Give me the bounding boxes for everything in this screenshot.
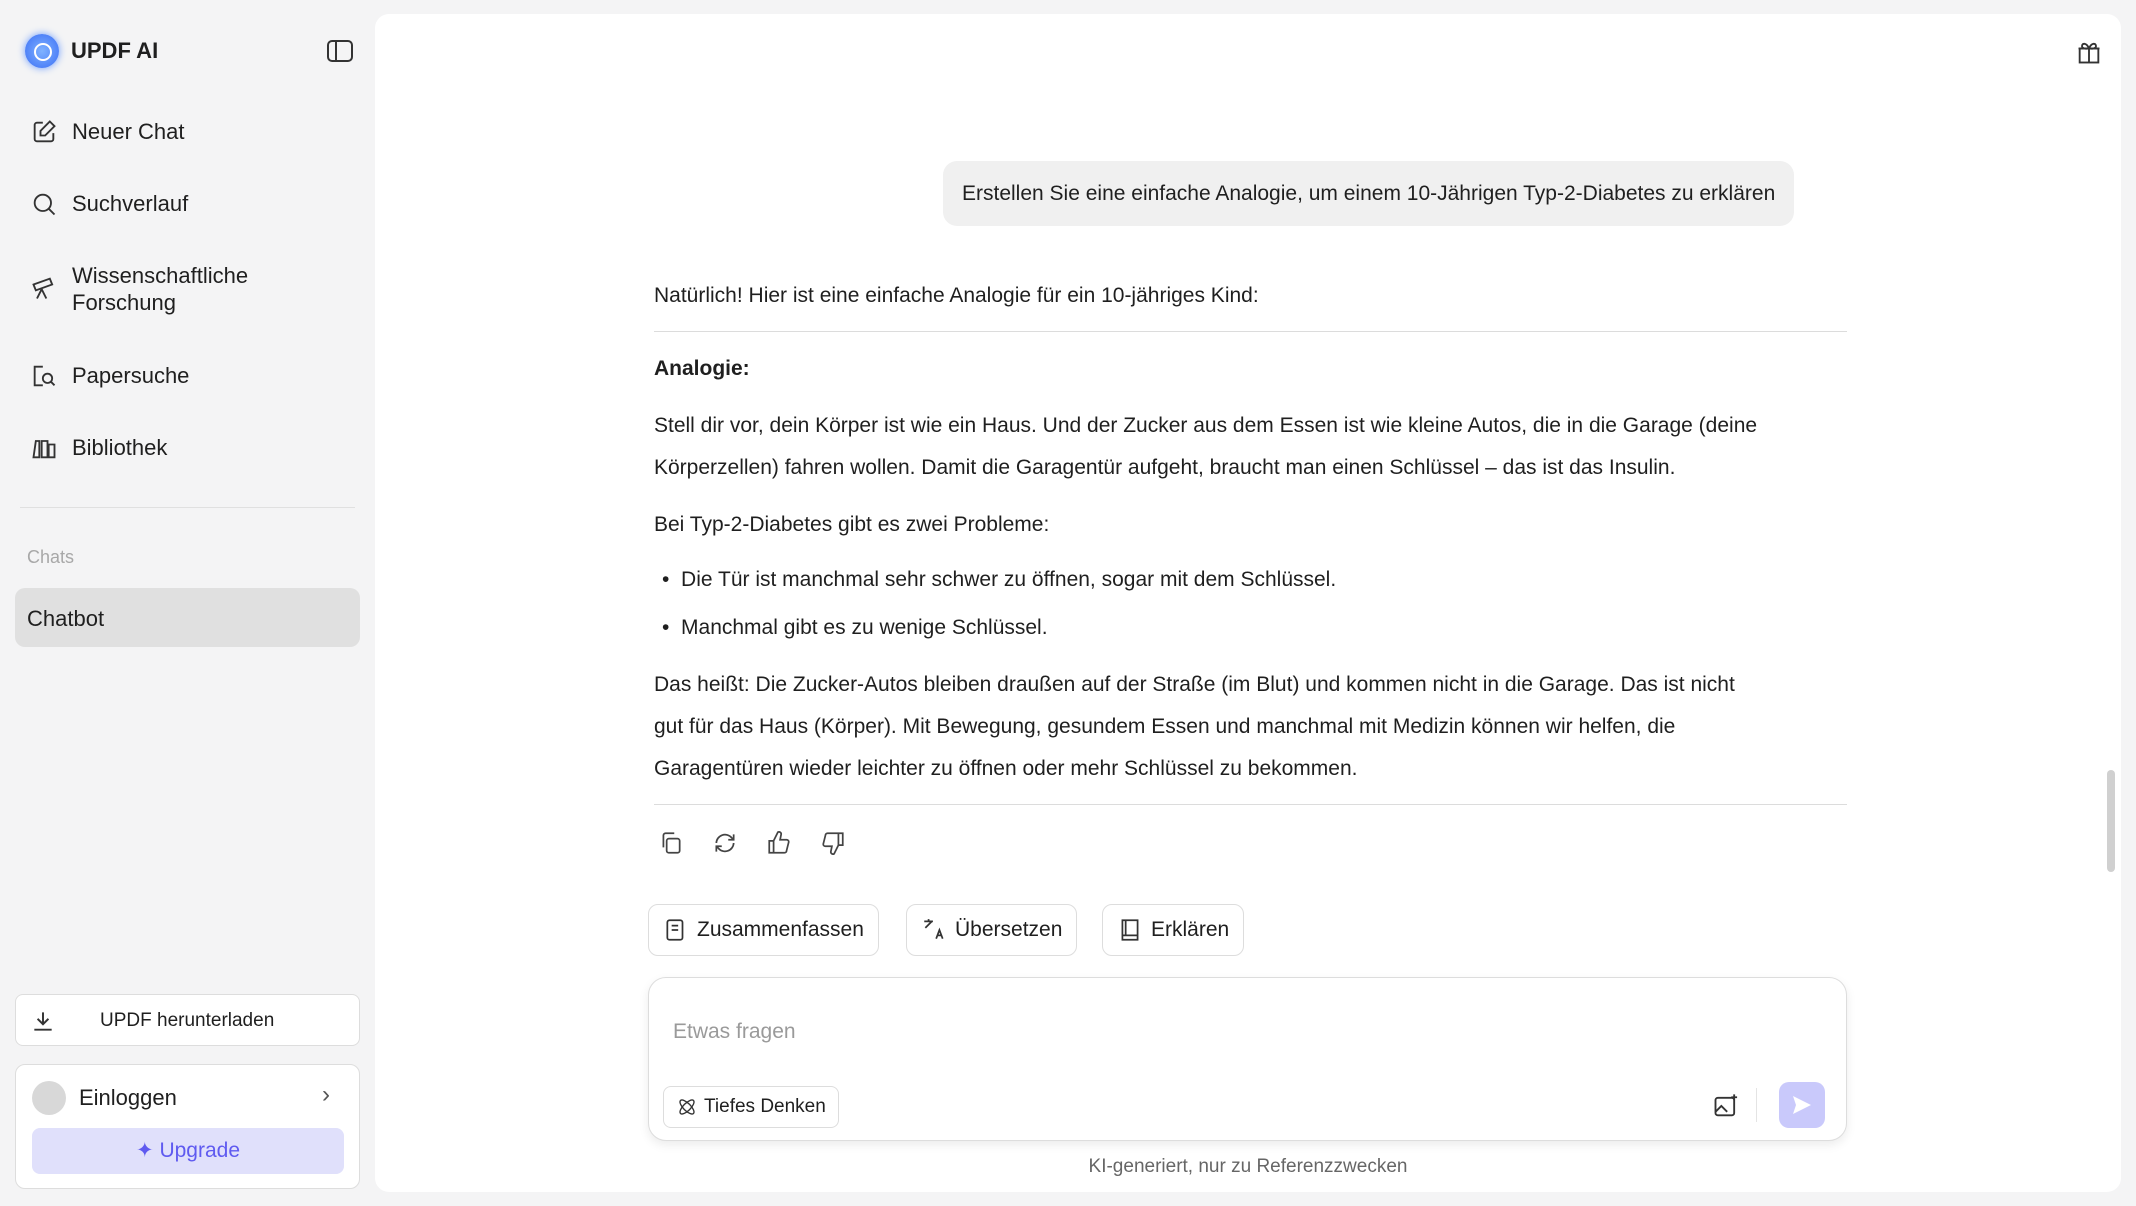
response-text: Stell dir vor, dein Körper ist wie ein Haus. Und der Zucker aus dem Essen ist wie kleine Autos, die in die Garage (deine bbox=[654, 414, 1758, 437]
paper-search-icon bbox=[30, 362, 58, 390]
edit-icon bbox=[30, 118, 58, 146]
response-text: Bei Typ-2-Diabetes gibt es zwei Probleme: bbox=[654, 513, 1050, 536]
copy-icon[interactable] bbox=[658, 830, 684, 856]
translate-button[interactable] bbox=[906, 904, 1077, 956]
response-text: Garagentüren wieder leichter zu öffnen oder mehr Schlüssel zu bekommen. bbox=[654, 757, 1358, 780]
sidebar-item-label: Suchverlauf bbox=[72, 191, 189, 216]
bullet-text: Die Tür ist manchmal sehr schwer zu öffnen, sogar mit dem Schlüssel. bbox=[681, 568, 1337, 591]
sparkle-icon: ✦ bbox=[136, 1139, 160, 1162]
deep-think-label: Tiefes Denken bbox=[704, 1096, 826, 1117]
translate-label: Übersetzen bbox=[955, 918, 1063, 941]
upgrade-button[interactable] bbox=[32, 1128, 344, 1174]
brand-title: UPDF AI bbox=[71, 38, 159, 63]
download-label: UPDF herunterladen bbox=[100, 1010, 275, 1031]
chat-panel bbox=[375, 14, 2121, 1192]
translate-icon bbox=[921, 917, 947, 943]
scrollbar[interactable] bbox=[2107, 770, 2115, 872]
input-divider bbox=[1756, 1088, 1757, 1122]
upgrade-label: Upgrade bbox=[159, 1139, 240, 1162]
updf-logo-icon bbox=[25, 34, 59, 68]
download-updf-button[interactable] bbox=[15, 994, 360, 1046]
image-upload-icon[interactable] bbox=[1712, 1092, 1740, 1120]
sidebar-item-label: Wissenschaftliche Forschung bbox=[72, 263, 249, 315]
response-text: Körperzellen) fahren wollen. Damit die Garagentür aufgeht, braucht man einen Schlüssel – das ist das Insulin. bbox=[654, 456, 1676, 479]
chats-label: Chats bbox=[27, 547, 75, 567]
sidebar-item-label: Bibliothek bbox=[72, 435, 168, 460]
chat-input-placeholder[interactable]: Etwas fragen bbox=[673, 1020, 796, 1043]
send-button[interactable] bbox=[1779, 1082, 1825, 1128]
collapse-sidebar-icon[interactable] bbox=[327, 40, 353, 62]
response-text: Das heißt: Die Zucker-Autos bleiben draußen auf der Straße (im Blut) und kommen nicht in die Garage. Das ist nicht bbox=[654, 673, 1735, 696]
deep-think-toggle[interactable] bbox=[663, 1086, 839, 1128]
response-intro: Natürlich! Hier ist eine einfache Analogie für ein 10-jähriges Kind: bbox=[654, 284, 1259, 307]
library-icon bbox=[30, 434, 58, 462]
disclaimer: KI-generiert, nur zu Referenzzwecken bbox=[1088, 1156, 1408, 1177]
explain-label: Erklären bbox=[1151, 918, 1230, 941]
sidebar-item-paper-search[interactable] bbox=[30, 362, 189, 390]
response-text: gut für das Haus (Körper). Mit Bewegung, gesundem Essen und manchmal mit Medizin können wir helfen, die bbox=[654, 715, 1676, 738]
explain-button[interactable] bbox=[1102, 904, 1244, 956]
sidebar bbox=[0, 0, 375, 1206]
response-divider bbox=[654, 331, 1847, 332]
response-actions bbox=[658, 830, 846, 856]
avatar bbox=[32, 1081, 66, 1115]
response-heading: Analogie: bbox=[654, 357, 750, 380]
sidebar-item-research[interactable] bbox=[30, 262, 290, 316]
sidebar-item-label: Papersuche bbox=[72, 363, 190, 388]
regenerate-icon[interactable] bbox=[712, 830, 738, 856]
search-icon bbox=[30, 190, 58, 218]
summarize-button[interactable] bbox=[648, 904, 879, 956]
sidebar-item-library[interactable] bbox=[30, 434, 167, 462]
send-icon bbox=[1790, 1093, 1814, 1117]
bullet-text: Manchmal gibt es zu wenige Schlüssel. bbox=[681, 616, 1048, 639]
book-icon bbox=[1117, 917, 1143, 943]
summarize-label: Zusammenfassen bbox=[697, 918, 864, 941]
summarize-icon bbox=[663, 917, 689, 943]
sidebar-item-new-chat[interactable] bbox=[30, 118, 185, 146]
chevron-right-icon[interactable]: › bbox=[322, 1081, 330, 1108]
thumbs-down-icon[interactable] bbox=[820, 830, 846, 856]
download-icon bbox=[30, 1008, 56, 1034]
login-panel bbox=[15, 1064, 360, 1189]
atom-icon bbox=[676, 1096, 698, 1118]
user-message: Erstellen Sie eine einfache Analogie, um einem 10-Jährigen Typ-2-Diabetes zu erklären bbox=[943, 161, 1794, 226]
sidebar-divider bbox=[20, 507, 355, 508]
sidebar-item-label: Neuer Chat bbox=[72, 119, 185, 144]
thumbs-up-icon[interactable] bbox=[766, 830, 792, 856]
gift-icon[interactable] bbox=[2075, 38, 2103, 66]
login-link[interactable]: Einloggen bbox=[79, 1085, 177, 1110]
response-divider bbox=[654, 804, 1847, 805]
chat-item-chatbot[interactable]: Chatbot bbox=[15, 588, 360, 647]
bullet-item: • Die Tür ist manchmal sehr schwer zu öffnen, sogar mit dem Schlüssel. bbox=[662, 568, 1337, 591]
chat-input-box[interactable] bbox=[648, 977, 1847, 1141]
telescope-icon bbox=[30, 274, 58, 302]
bullet-item: • Manchmal gibt es zu wenige Schlüssel. bbox=[662, 616, 1048, 639]
sidebar-item-history[interactable] bbox=[30, 190, 188, 218]
